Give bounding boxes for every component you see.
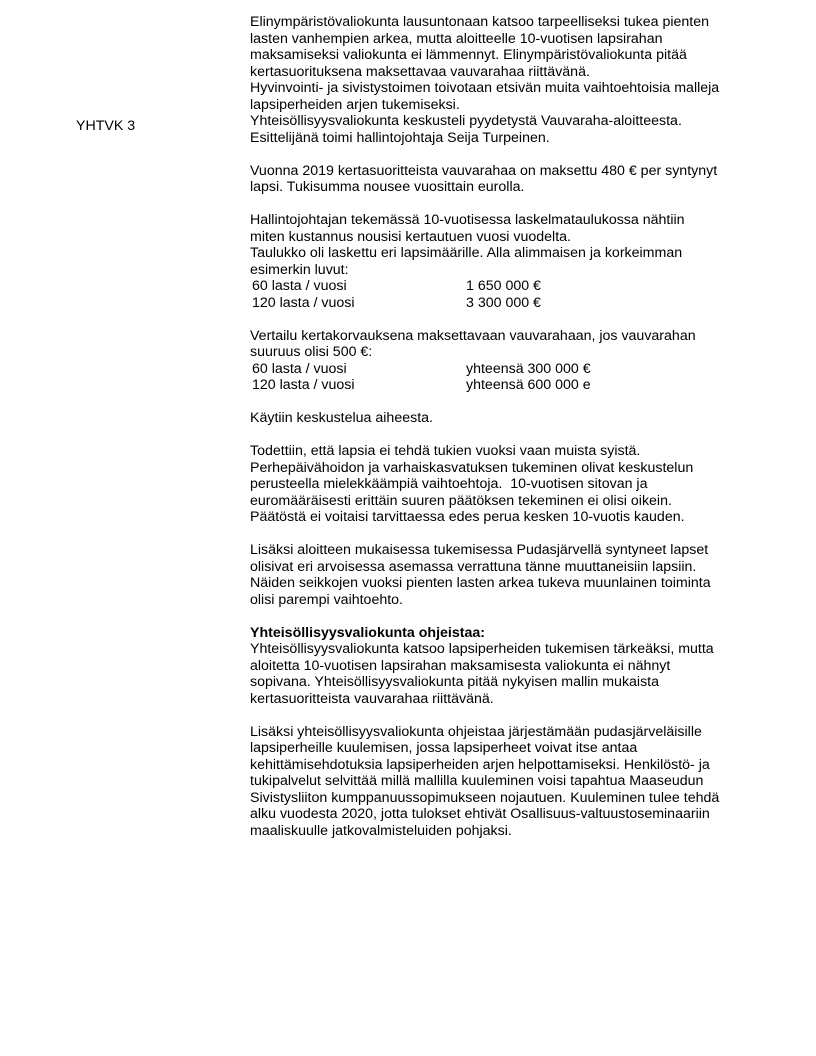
table-row <box>250 377 770 394</box>
text-line: Näiden seikkojen vuoksi pienten lasten arkea tukeva muunlainen toiminta <box>250 575 711 591</box>
cost-table <box>250 278 770 311</box>
guidance-paragraph <box>250 641 770 707</box>
row-value: 3 300 000 € <box>466 294 541 311</box>
text-line: Elinympäristövaliokunta lausuntonaan katsoo tarpeelliseksi tukea pienten <box>250 14 710 30</box>
discussion-paragraph <box>250 113 770 146</box>
row-value: yhteensä 600 000 e <box>466 377 591 393</box>
text-line: olisivat eri arvoisessa asemassa verrattuna tänne muuttaneisiin lapsiin. <box>250 558 697 575</box>
row-value: yhteensä 300 000 € <box>466 360 591 377</box>
text-line: Yhteisöllisyysvaliokunta keskusteli pyydetystä Vauvaraha-aloitteesta. <box>250 113 682 129</box>
calculation-paragraph <box>250 212 770 278</box>
text-line: kehittämisehdotuksia lapsiperheiden arjen helpottamiseksi. Henkilöstö- ja <box>250 756 710 773</box>
text-line: Käytiin keskustelua aiheesta. <box>250 410 433 426</box>
text-line: Päätöstä ei voitaisi tarvittaessa edes perua kesken 10-vuotis kauden. <box>250 509 685 525</box>
text-line: lapsiperheille kuulemisen, jossa lapsiperheet voivat itse antaa <box>250 740 638 756</box>
text-line: kertasuorituksena maksettavaa vauvarahaa riittävänä. <box>250 63 590 80</box>
text-line: Lisäksi yhteisöllisyysvaliokunta ohjeistaa järjestämään pudasjärveläisille <box>250 723 702 740</box>
row-value: 1 650 000 € <box>466 278 541 294</box>
text-line: suuruus olisi 500 €: <box>250 344 373 360</box>
text-line: miten kustannus nousisi kertautuen vuosi vuodelta. <box>250 228 571 245</box>
findings-paragraph <box>250 443 770 526</box>
text-line: Todettiin, että lapsia ei tehdä tukien vuoksi vaan muista syistä. <box>250 443 641 459</box>
text-line: aloitetta 10-vuotisen lapsirahan maksamisesta valiokunta ei nähnyt <box>250 657 671 674</box>
row-label: 60 lasta / vuosi <box>252 278 347 294</box>
hearing-paragraph <box>250 724 770 840</box>
row-label: 120 lasta / vuosi <box>252 377 355 393</box>
text-line: Vertailu kertakorvauksena maksettavaan vauvarahaan, jos vauvarahan <box>250 327 696 344</box>
comparison-paragraph <box>250 328 770 361</box>
text-line: esimerkin luvut: <box>250 261 349 278</box>
table-row <box>250 361 770 378</box>
equality-paragraph <box>250 542 770 608</box>
text-line: euromääräisesti erittäin suuren päätöksen tekeminen ei olisi oikein. <box>250 492 672 509</box>
row-label: 60 lasta / vuosi <box>252 360 347 377</box>
comparison-table <box>250 361 770 394</box>
text-line: lasten vanhempien arkea, mutta aloitteelle 10-vuotisen lapsirahan <box>250 30 663 47</box>
text-line: lapsi. Tukisumma nousee vuosittain eurolla. <box>250 179 525 195</box>
text-line: Lisäksi aloitteen mukaisessa tukemisessa Pudasjärvellä syntyneet lapset <box>250 542 709 558</box>
text-line: Vuonna 2019 kertasuoritteista vauvarahaa on maksettu 480 € per syntynyt <box>250 162 718 179</box>
text-line: maksamiseksi valiokunta ei lämmennyt. Elinympäristövaliokunta pitää <box>250 47 687 63</box>
row-label: 120 lasta / vuosi <box>252 294 355 311</box>
text-line: alku vuodesta 2020, jotta tulokset ehtivät Osallisuus-valtuustoseminaariin <box>250 806 710 822</box>
section-label: YHTVK 3 <box>76 118 136 134</box>
table-row <box>250 278 770 295</box>
document-body <box>250 14 770 839</box>
text-line: sopivana. Yhteisöllisyysvaliokunta pitää nykyisen mallin mukaista <box>250 674 660 690</box>
intro-paragraph <box>250 14 770 113</box>
text-line: Hallintojohtajan tekemässä 10-vuotisessa laskelmataulukossa nähtiin <box>250 212 685 228</box>
table-row <box>250 295 770 312</box>
guidance-heading: Yhteisöllisyysvaliokunta ohjeistaa: <box>250 624 485 641</box>
text-line: perusteella mielekkäämpiä vaihtoehtoja. 10-vuotisen sitovan ja <box>250 476 648 492</box>
text-line: Hyvinvointi- ja sivistystoimen toivotaan etsivän muita vaihtoehtoisia malleja <box>250 80 720 96</box>
text-line: Sivistysliiton kumppanuussopimukseen nojautuen. Kuuleminen tulee tehdä <box>250 789 720 806</box>
text-line: kertasuoritteista vauvarahaa riittävänä. <box>250 690 494 707</box>
text-line: tukipalvelut selvittää millä mallilla kuuleminen voisi tapahtua Maaseudun <box>250 773 704 789</box>
text-line: maaliskuulle jatkovalmisteluiden pohjaksi. <box>250 822 512 839</box>
text-line: Esittelijänä toimi hallintojohtaja Seija Turpeinen. <box>250 129 550 146</box>
text-line: olisi parempi vaihtoehto. <box>250 591 403 608</box>
text-line: Yhteisöllisyysvaliokunta katsoo lapsiperheiden tukemisen tärkeäksi, mutta <box>250 641 714 657</box>
text-line: Perhepäivähoidon ja varhaiskasvatuksen tukeminen olivat keskustelun <box>250 459 694 476</box>
discussion-note <box>250 410 770 427</box>
payment-paragraph <box>250 163 770 196</box>
text-line: Taulukko oli laskettu eri lapsimäärille. Alla alimmaisen ja korkeimman <box>250 245 683 261</box>
text-line: lapsiperheiden arjen tukemiseksi. <box>250 96 460 113</box>
